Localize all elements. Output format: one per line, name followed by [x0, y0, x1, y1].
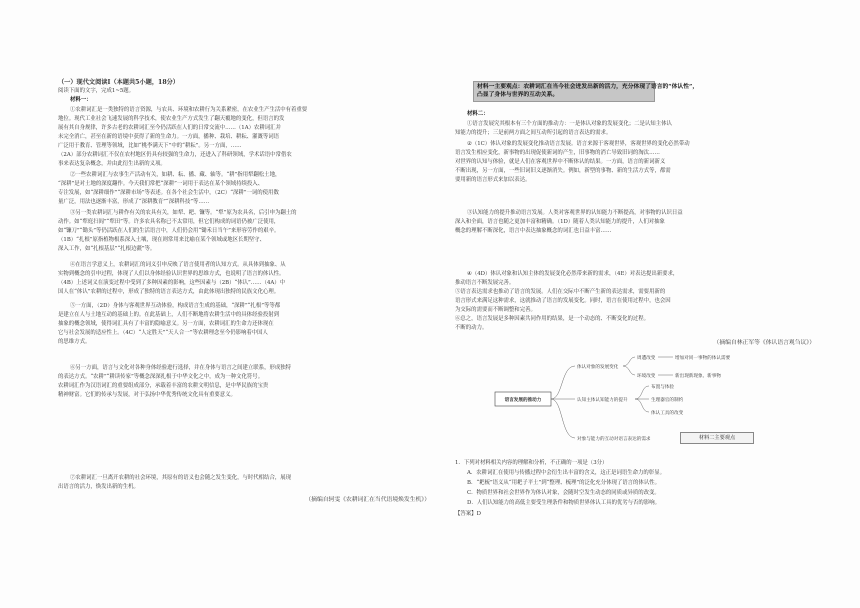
paragraph-line: 抽象的概念领域，使得词汇具有了丰富的隐喻意义。另一方面，农耕词汇的生命力还体现在	[58, 321, 274, 327]
diagram-root-label: 语言发展的推动力	[504, 398, 542, 403]
source-citation: （摘编自轲雯《农耕词汇在当代语境焕发生机》）	[305, 497, 430, 503]
paragraph-line: 不断出现，另一方面，一些旧词旧义逐渐消失。例如，新型的事物、新的生活方式等，都需	[455, 168, 671, 174]
paragraph-line: 的思维方式。	[58, 339, 91, 345]
paragraph-line: ⑤一方面，（2D）身体与客观世界互动体验，构成语言生成的基础，“深耕”“扎根”等等都	[70, 303, 281, 309]
paragraph-line: ⑥总之，语言发展是多种因素共同作用的结果，是一个动态的、不断变化的过程。	[455, 316, 650, 322]
paragraph-line: 如“镰刀”“锄头”等仍活跃在人们的生活语言中，人们仍会用“锄禾日当午”来形容劳作的艰辛。	[58, 228, 280, 234]
question-option-b: B．“耙梳”语义从“用耙子平土”到“整理、梳理”的泛化充分体现了语言的体认性。	[467, 480, 660, 486]
paragraph-line: ⑤语言表达需求也推动了语言的发展。人们在交际中不断产生新的表达需求，需要用新的	[455, 289, 666, 295]
question-option-d: D．人们认知能力的高低主要受生理条件和物质世界体认工具的优劣与否的影响。	[467, 500, 660, 506]
paragraph-line: 为交际的需要而不断调整和完善。	[455, 307, 536, 313]
diagram-connector	[623, 366, 635, 375]
diagram-leaf-1b: 新出现新现象、新事物	[675, 374, 721, 379]
section-title: （一）现代文阅读Ⅰ（本题共5小题，18分）	[58, 79, 179, 86]
paragraph-line: ③认知能力的提升推动语言发展。人类对客观世界的认知能力不断提高，对事物的认识日益	[467, 210, 683, 216]
paragraph-line: ⑥另一方面，语言与文化对各种身体经验进行选择，并在身体与语言之间建立联系，形成独特	[70, 365, 292, 371]
paragraph-line: 动作。如“犁庭扫闾”“犁田”等。许多农具名称已不太常用，但它们构成的词语仍被广泛使用，	[58, 219, 280, 225]
diagram-connector	[635, 399, 649, 412]
source-citation: （摘编自林正军等《体认语言观刍议》）	[713, 340, 815, 346]
paragraph-line: ①农耕词汇是一类独特的语言资源，与农具、环境和农耕行为关系紧密，在农业生产生活中有着重要	[70, 107, 308, 113]
instruction-text: 阅读下面的文字，完成1~5题。	[58, 88, 135, 94]
paragraph-line: 的表达方式。“农耕”“耕读传家”等概念深深扎根于中华文化之中，成为一种文化符号。	[58, 374, 264, 380]
right-column	[455, 0, 815, 608]
paragraph-line: （1B）“扎根”原指植物根系深入土壤，现在则常用来比喻在某个领域或地区长期坚守、	[58, 237, 265, 243]
paragraph-line: ⑦农耕词汇一旦离开农耕的社会环境，其原有的语义也会随之发生变化，与时代相结合，展现	[70, 475, 292, 481]
paragraph-line: 未完全消亡，甚至在新的语境中获得了新的生命力。一方面，播种、栽培、耕耘、灌溉等词语	[58, 134, 280, 140]
callout-line: 凸显了身体与世界的互动关系。	[477, 92, 559, 98]
paragraph-line: （4B）上述词义在演变过程中受到了多种因素的影响，这些因素与（2B）“体认”……（4A）中	[58, 280, 286, 286]
diagram-branch-2: 认知主体认知能力的提升	[577, 398, 628, 403]
diagram-branch-2a: 布置与体验	[651, 385, 674, 390]
paragraph-line: “深耕”是对土地的深度翻作。今天我们常把“深耕”一词用于表达在某个领域持续投入、	[58, 181, 264, 187]
diagram-connector	[635, 386, 649, 399]
diagram-connector	[623, 357, 635, 366]
paragraph-line: 对世界的认知与体验，就是人们在客观世界中不断体认的结果。一方面，语言的新词新义	[455, 159, 666, 165]
paragraph-line: 广泛用于教育、管理等领域，比如“桃李满天下”中的“耕耘”。另一方面，……	[58, 143, 242, 149]
paragraph-line: 地位。现代工业社会飞速发展的科学技术，使农业生产方式发生了翻天覆地的变化，但语言的发	[58, 116, 285, 122]
paragraph-line: 展有其自身规律，许多古老的农耕词汇至今仍活跃在人们的日常交流中……（1A）农耕词汇并	[58, 125, 281, 131]
paragraph-line: 是建立在人与土地互动的基础上的。在此基础上，人们不断地将农耕生活中的具体经验投射到	[58, 312, 280, 318]
question-option-a: A．农耕词汇在使用与传播过程中会衍生出丰富的含义，这正是词语生命力的彰显。	[467, 470, 665, 476]
material-two-tag: 材料二主要观点	[680, 432, 754, 444]
paragraph-line: 实物到概念的引申过程，体现了人们以身体经验认识世界的思维方式，也说明了语言的体认性。	[58, 271, 285, 277]
paragraph-line: ①语言发展究其根本有三个方面的推动力：一是体认对象的发展变化；二是认知主体认	[467, 121, 672, 127]
paragraph-line: 精神财富。它们的传承与发展，对于弘扬中华优秀传统文化具有重要意义。	[58, 392, 236, 398]
paragraph-line: 语言形式来满足这种需求，这就推动了语言的发展变化。同时，语言在使用过程中，也会因	[455, 298, 671, 304]
diagram-branch-2c: 体认工具的改变	[651, 411, 684, 416]
paragraph-line: ④（4D）体认对象和认知主体的发展变化必然带来新的需求，（4E）对表达提出新要求，	[467, 271, 679, 277]
paragraph-line: 语言发生相应变化，新事物的出现促使新词的产生，旧事物的消亡导致旧词的淘汰……	[455, 150, 660, 156]
answer-line: 【答案】D	[455, 511, 481, 517]
question-option-c: C．物质世界和社会世界作为体认对象，会随时空发生动态的同质或异质的改变。	[467, 490, 660, 496]
paragraph-line: ④在语言学意义上，农耕词汇的词义引申反映了语言使用者的认知方式。从具体到抽象、从	[70, 262, 286, 268]
paragraph-line: 深入工作，如“扎根基层”“扎根边疆”等。	[58, 246, 156, 252]
paragraph-line: ②一些农耕词汇与农事生产活动有关，如耕、耘、播、藏、轴等。“耕”指用犁翻松土地，	[70, 172, 281, 178]
diagram-branch-2b: 生理器官的制约	[651, 398, 684, 403]
paragraph-line: 事来表达复杂概念，并由此衍生出新的义项。	[58, 161, 166, 167]
diagram-branch-1: 体认对象的发展变化	[577, 365, 619, 370]
diagram-branch-3: 对象与能力的互动对语言表达的需求	[577, 437, 651, 442]
material-one-label: 材料一：	[70, 97, 92, 103]
paragraph-line: 国人在“体认”农耕的过程中，形成了独特的语言表达方式，由此体现出独特的民族文化心理。	[58, 289, 280, 295]
material-two-label: 材料二：	[467, 111, 489, 117]
paragraph-line: 概念的理解不断深化，语言中表达抽象概念的词汇也日益丰富……	[455, 228, 612, 234]
paragraph-line: 出语言的活力，焕发出新的生机。	[58, 484, 139, 490]
paragraph-line: 推动语言不断发展完善。	[455, 280, 515, 286]
paragraph-line: 不断的动力。	[455, 325, 488, 331]
paragraph-line: 知能力的提升；三是前两方面之间互动所引起的语言表达的需求。	[455, 130, 612, 136]
material-one-summary-callout	[473, 81, 699, 102]
left-column	[58, 0, 430, 608]
diagram-connector	[551, 366, 575, 399]
diagram-leaf-1a: 增加对同一事物的体认需要	[675, 356, 731, 361]
paragraph-line: 它与社会发展的适应性上。（4C）“人定胜天”“天人合一”等农耕理念至今仍影响着中国人	[58, 330, 268, 336]
diagram-branch-1b: 环境改变	[637, 374, 656, 379]
paragraph-line: 专注发展，如“深耕细作”“深耕市场”等表述。在各个社会生活中，（2C）“深耕”一词的使用数	[58, 190, 279, 196]
paragraph-line: 农耕词汇作为汉语词汇的重要组成部分，承载着丰富的农耕文明信息，是中华民族的宝贵	[58, 383, 269, 389]
diagram-connector	[551, 399, 575, 438]
paragraph-line: ②（1C）体认对象的发展变化推动语言发展。语言来源于客观世界，客观世界的变化必然带动	[467, 141, 690, 147]
paragraph-line: 量广泛，用法也逐渐丰富，形成了“深耕教育”“深耕科技”等……	[58, 199, 210, 205]
callout-line: 材料一主要观点：农耕词汇在当今社会迸发出新的活力，充分体现了语言的“体认性”，	[477, 84, 699, 90]
question-stem: 1．下列对材料相关内容的理解和分析，不正确的一项是（3分）	[455, 460, 608, 466]
paragraph-line: （2A）部分农耕词汇不仅在农村地区仍具有较强的生命力，还进入了科研领域，学术话语中常借农	[58, 152, 292, 158]
paragraph-line: 要用新的语言形式来加以表达。	[455, 177, 531, 183]
paragraph-line: ③另一类农耕词汇与耕作有关的农具有关，如犁、耙、镰等。“犁”原为农具名，后引申为翻土的	[70, 210, 297, 216]
diagram-branch-1a: 周遭改变	[637, 356, 656, 361]
paragraph-line: 深入和全面，语言也随之更加丰富和精确。（1D）随着人类认知能力的提升，人们对抽象	[455, 219, 665, 225]
